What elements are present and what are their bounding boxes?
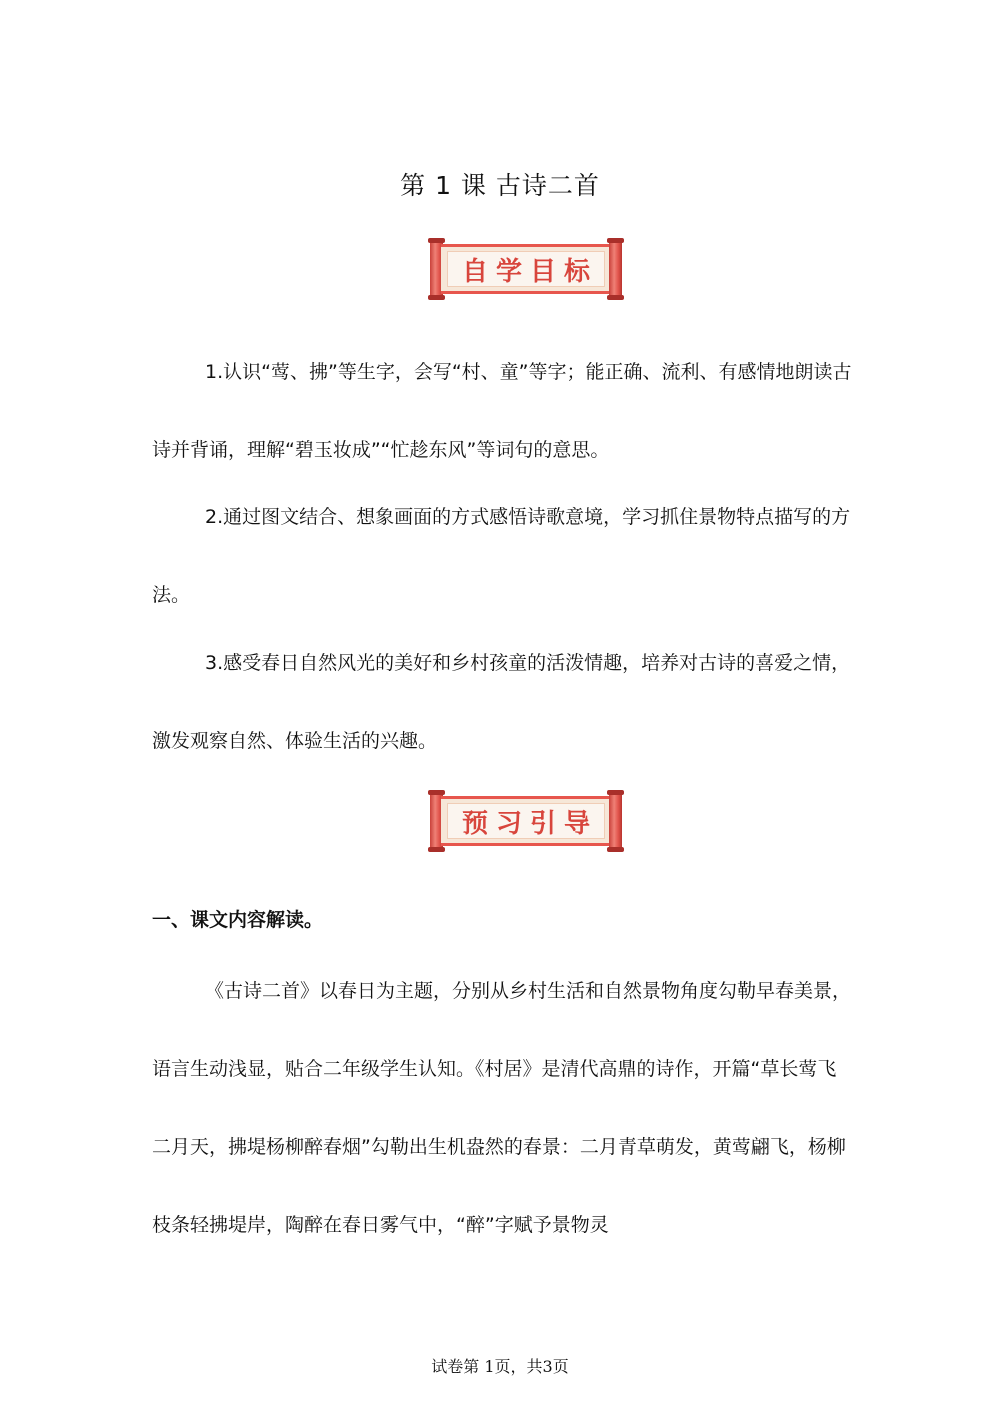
lesson-title: 第 1 课 古诗二首 xyxy=(400,171,600,200)
goals-banner-label: 自学目标 xyxy=(461,256,598,287)
banner-plate xyxy=(441,244,611,294)
goals-banner xyxy=(430,240,622,298)
scroll-roll-right xyxy=(609,792,622,850)
banner-plate xyxy=(441,796,611,846)
goal-item-1: 1.认识“莺、拂”等生字，会写“村、童”等字；能正确、流利、有感情地朗读古诗并背诵，理解“碧玉妆成”“忙趁东风”等词句的意思。 xyxy=(152,361,852,461)
scroll-roll-right xyxy=(609,240,622,298)
goal-item-2: 2.通过图文结合、想象画面的方式感悟诗歌意境，学习抓住景物特点描写的方法。 xyxy=(152,506,851,606)
section-heading: 一、课文内容解读。 xyxy=(152,909,324,931)
section-body: 《古诗二首》以春日为主题，分别从乡村生活和自然景物角度勾勒早春美景，语言生动浅显，贴合二年级学生认知。《村居》是清代高鼎的诗作，开篇“草长莺飞二月天，拂堤杨柳醉春烟”勾勒出生机盎然的春景：二月青草萌发，黄莺翩飞，杨柳枝条轻拂堤岸，陶醉在春日雾气中，“醉”字赋予景物灵 xyxy=(152,980,852,1236)
goal-item-3: 3.感受春日自然风光的美好和乡村孩童的活泼情趣，培养对古诗的喜爱之情，激发观察自然、体验生活的兴趣。 xyxy=(152,652,851,752)
preview-banner xyxy=(430,792,622,850)
preview-banner-label: 预习引导 xyxy=(461,808,598,839)
page-footer: 试卷第 1页，共3页 xyxy=(431,1357,569,1376)
